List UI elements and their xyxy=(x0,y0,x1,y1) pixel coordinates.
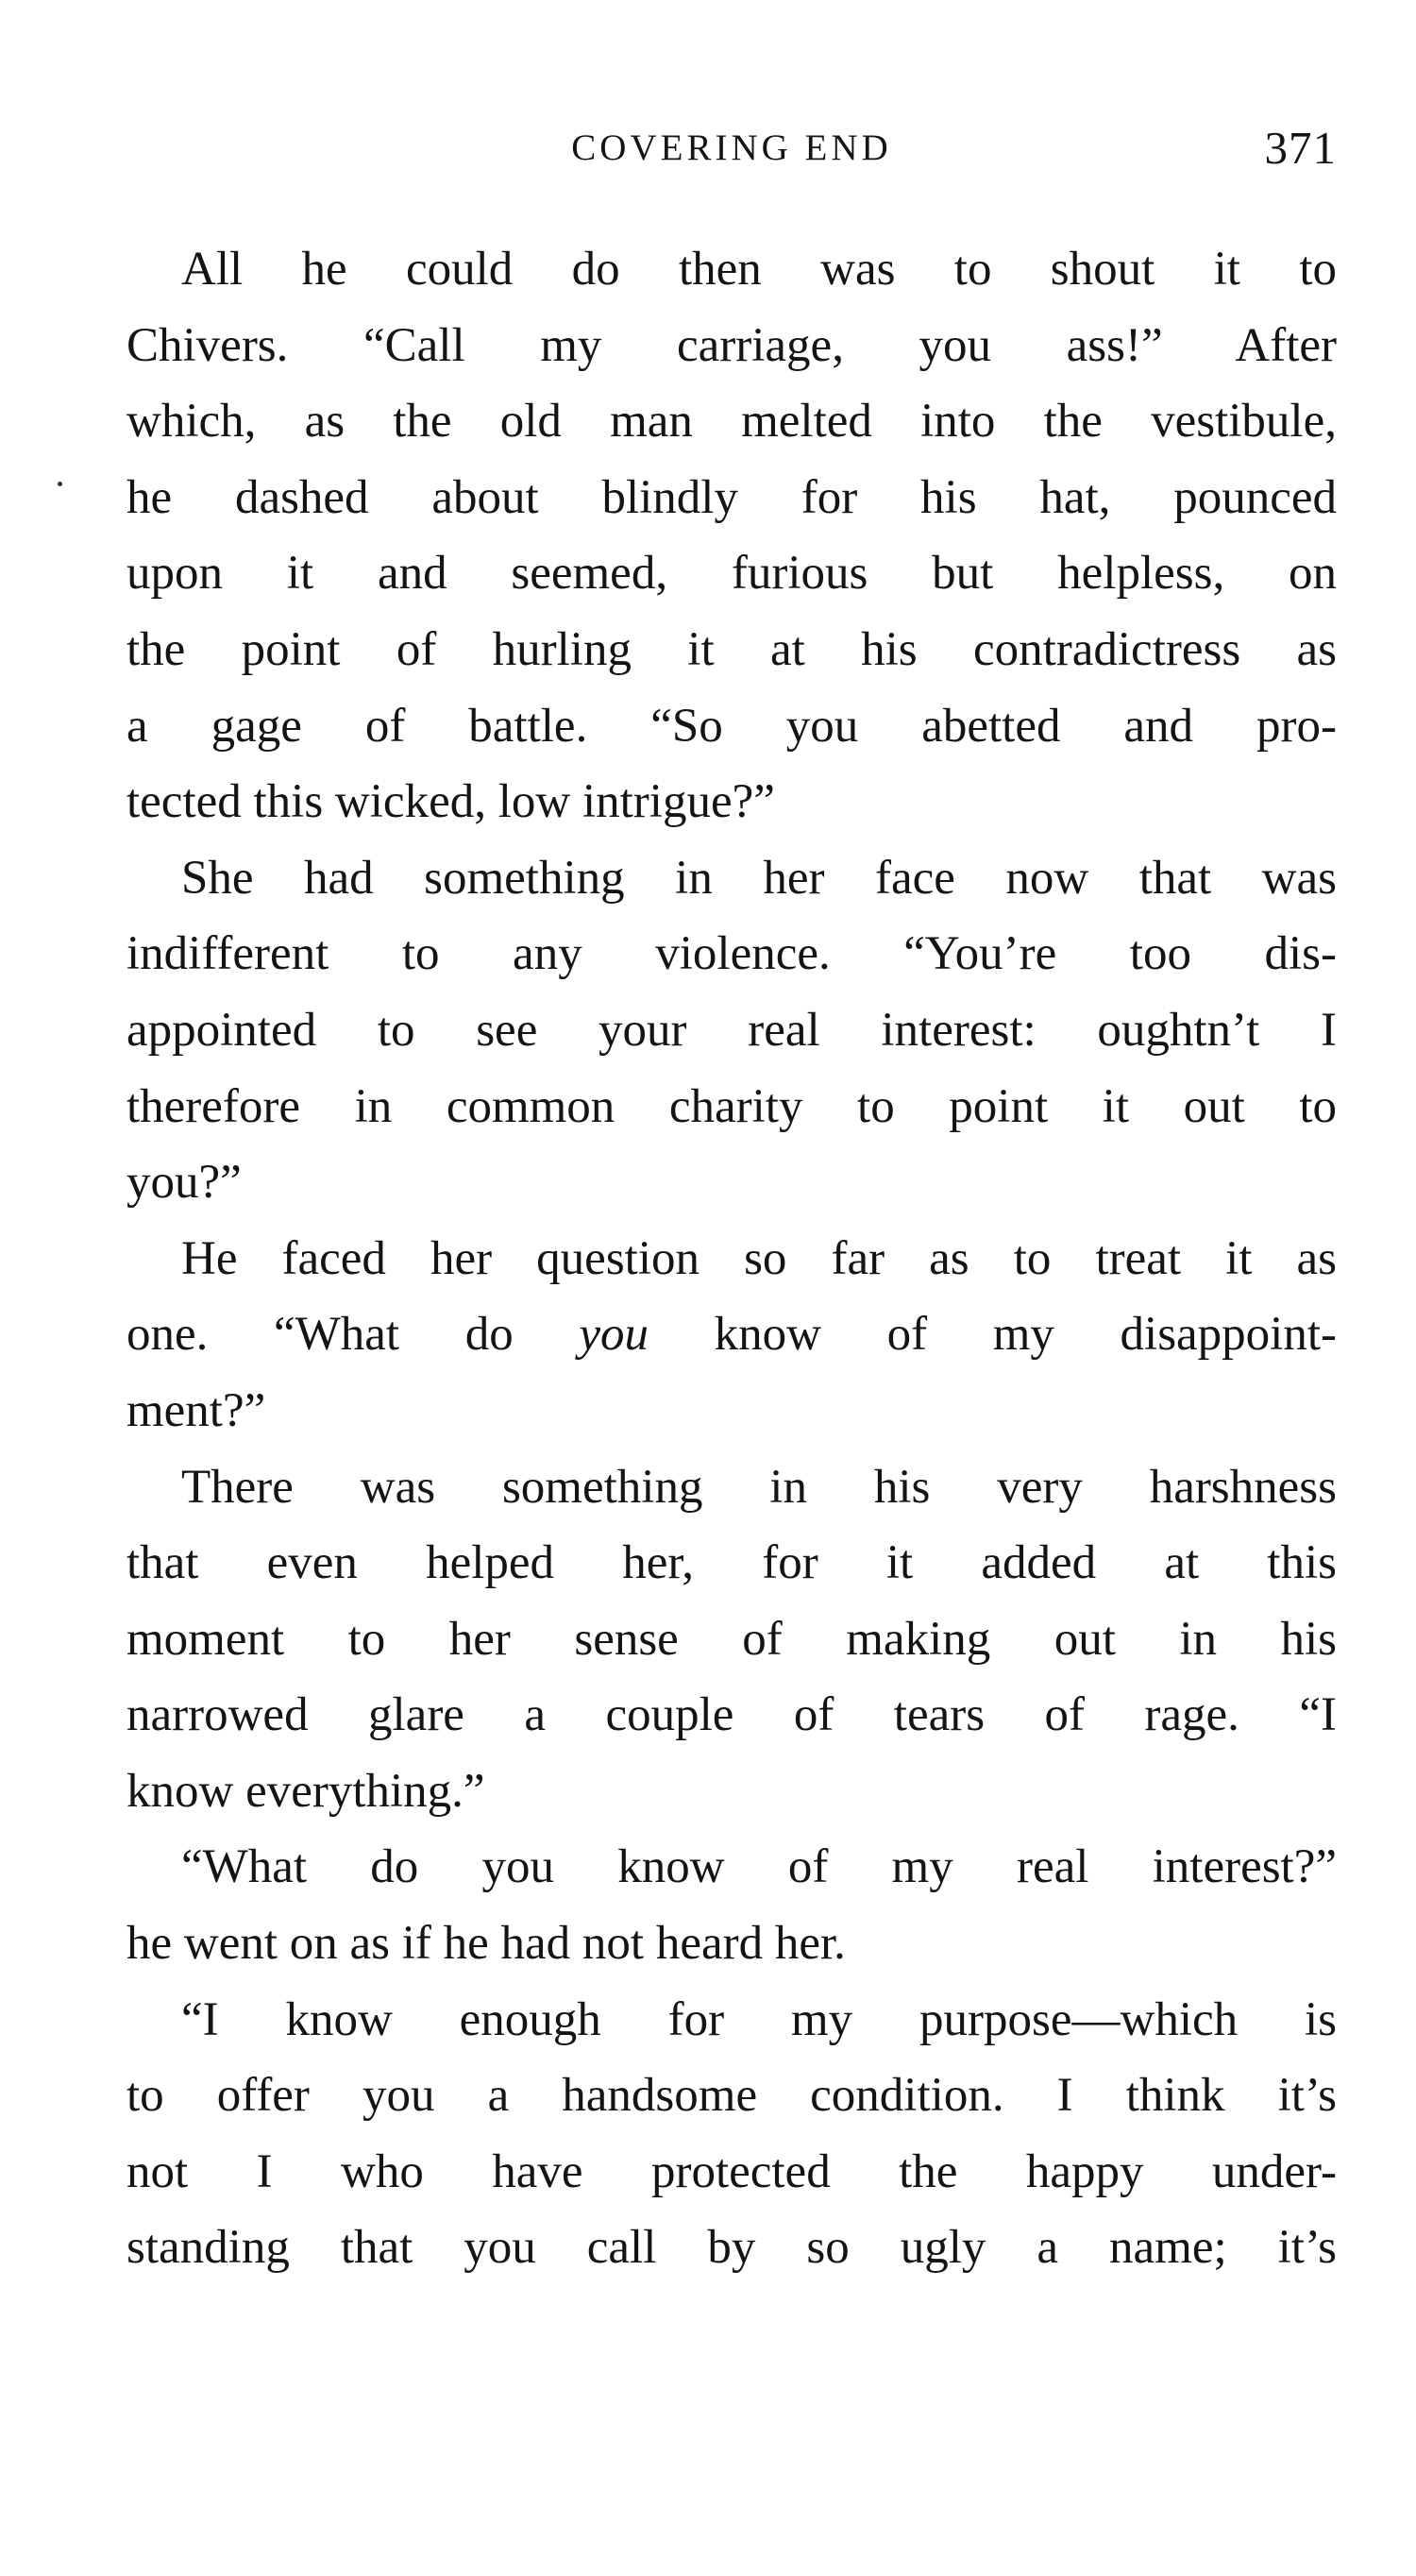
text-line: All he could do then was to shout it to xyxy=(181,243,1337,296)
text-line: tected this wicked, low intrigue?” xyxy=(126,775,775,829)
body-text xyxy=(126,231,1337,2286)
text-line: therefore in common charity to point it out to xyxy=(126,1079,1337,1133)
text-line: standing that you call by so ugly a name; it’s xyxy=(126,2221,1337,2275)
text-line: “What do you know of my real interest?” xyxy=(181,1840,1337,1894)
text-line: She had something in her face now that was xyxy=(181,851,1337,905)
text-line: moment to her sense of making out in his xyxy=(126,1612,1337,1666)
text-line: There was something in his very harshness xyxy=(181,1460,1337,1514)
running-head xyxy=(126,121,1337,178)
page-number: 371 xyxy=(1264,122,1337,174)
text-segment: know of my disappoint- xyxy=(649,1308,1338,1362)
text-line xyxy=(126,1296,1337,1373)
text-line: indifferent to any violence. “You’re too dis- xyxy=(126,927,1337,981)
text-line: know everything.” xyxy=(126,1764,485,1818)
text-segment: one. “What do xyxy=(126,1308,580,1362)
text-line: Chivers. “Call my carriage, you ass!” After xyxy=(126,318,1337,372)
text-line: which, as the old man melted into the vestibule, xyxy=(126,395,1337,449)
text-line: to offer you a handsome condition. I think it’s xyxy=(126,2069,1337,2123)
stray-mark xyxy=(58,482,62,486)
running-title: COVERING END xyxy=(571,127,892,168)
text-line: narrowed glare a couple of tears of rage. “I xyxy=(126,1688,1337,1742)
text-line: he dashed about blindly for his hat, pounced xyxy=(126,470,1337,524)
text-line: he went on as if he had not heard her. xyxy=(126,1917,846,1971)
text-line: ment?” xyxy=(126,1383,266,1437)
text-line: that even helped her, for it added at this xyxy=(126,1536,1337,1590)
text-line: the point of hurling it at his contradictress as xyxy=(126,622,1337,676)
text-line: “I know enough for my purpose—which is xyxy=(181,1992,1337,2046)
italic-word: you xyxy=(579,1308,649,1362)
text-line: upon it and seemed, furious but helpless, on xyxy=(126,547,1337,601)
text-line: you?” xyxy=(126,1156,242,1210)
text-line: appointed to see your real interest: oughtn’t I xyxy=(126,1003,1337,1057)
text-line: He faced her question so far as to treat it as xyxy=(181,1231,1337,1285)
text-line: not I who have protected the happy under- xyxy=(126,2144,1337,2198)
text-line: a gage of battle. “So you abetted and pro- xyxy=(126,699,1337,753)
